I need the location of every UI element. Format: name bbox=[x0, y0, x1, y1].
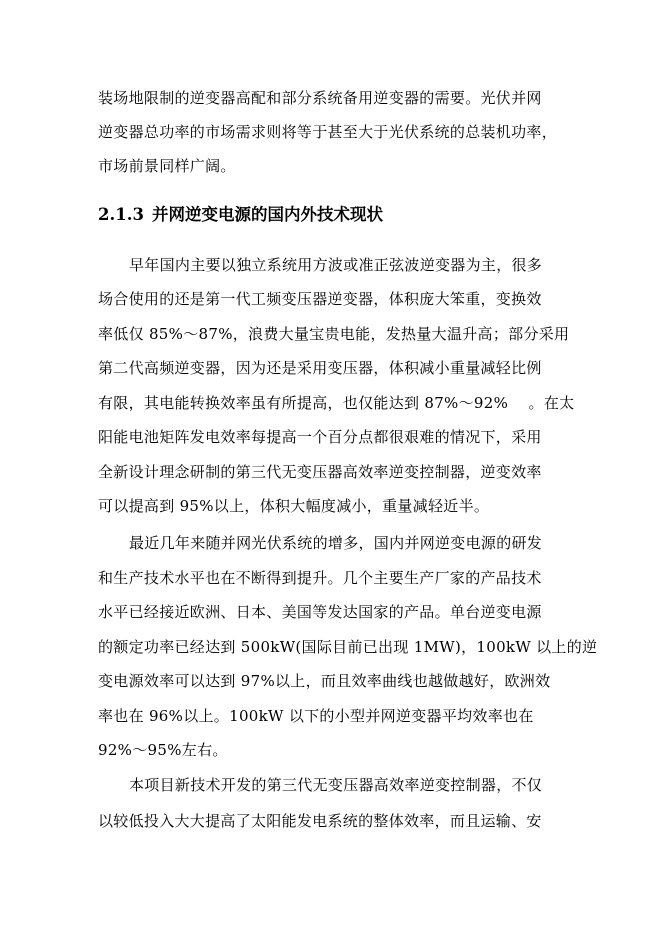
text-line: 和生产技术水平也在不断得到提升。几个主要生产厂家的产品技术 bbox=[98, 569, 542, 587]
text-line: 92%～95%左右。 bbox=[98, 741, 228, 759]
section-title: 并网逆变电源的国内外技术现状 bbox=[151, 205, 383, 224]
text-line: 变电源效率可以达到 97%以上，而且效率曲线也越做越好，欧洲效 bbox=[98, 672, 551, 690]
section-heading bbox=[98, 204, 383, 226]
text-line: 率低仅 85%～87%，浪费大量宝贵电能，发热量大温升高；部分采用 bbox=[98, 325, 570, 343]
text-line: 最近几年来随并网光伏系统的增多，国内并网逆变电源的研发 bbox=[129, 534, 543, 552]
text-line: 本项目新技术开发的第三代无变压器高效率逆变控制器，不仅 bbox=[129, 776, 543, 794]
text-line: 率也在 96%以上。100kW 以下的小型并网逆变器平均效率也在 bbox=[98, 707, 534, 725]
text-line: 全新设计理念研制的第三代无变压器高效率逆变控制器，逆变效率 bbox=[98, 463, 542, 481]
text-line: 市场前景同样广阔。 bbox=[98, 157, 236, 175]
text-line: 逆变器总功率的市场需求则将等于甚至大于光伏系统的总装机功率， bbox=[98, 123, 558, 141]
text-line: 的额定功率已经达到 500kW(国际目前已出现 1MW)，100kW 以上的逆 bbox=[98, 638, 598, 656]
text-line: 可以提高到 95%以上，体积大幅度减小，重量减轻近半。 bbox=[98, 497, 490, 515]
text-line: 水平已经接近欧洲、日本、美国等发达国家的产品。单台逆变电源 bbox=[98, 603, 542, 621]
section-number: 2.1.3 bbox=[98, 205, 144, 224]
text-line: 有限，其电能转换效率虽有所提高，也仅能达到 87%～92% 。在太 bbox=[98, 394, 575, 412]
text-line: 阳能电池矩阵发电效率每提高一个百分点都很艰难的情况下，采用 bbox=[98, 428, 542, 446]
text-line: 第二代高频逆变器，因为还是采用变压器，体积减小重量减轻比例 bbox=[98, 359, 542, 377]
text-line: 早年国内主要以独立系统用方波或准正弦波逆变器为主，很多 bbox=[129, 256, 543, 274]
text-line: 以较低投入大大提高了太阳能发电系统的整体效率，而且运输、安 bbox=[98, 812, 542, 830]
text-line: 装场地限制的逆变器高配和部分系统备用逆变器的需要。光伏并网 bbox=[98, 89, 542, 107]
text-line: 场合使用的还是第一代工频变压器逆变器，体积庞大笨重，变换效 bbox=[98, 290, 542, 308]
